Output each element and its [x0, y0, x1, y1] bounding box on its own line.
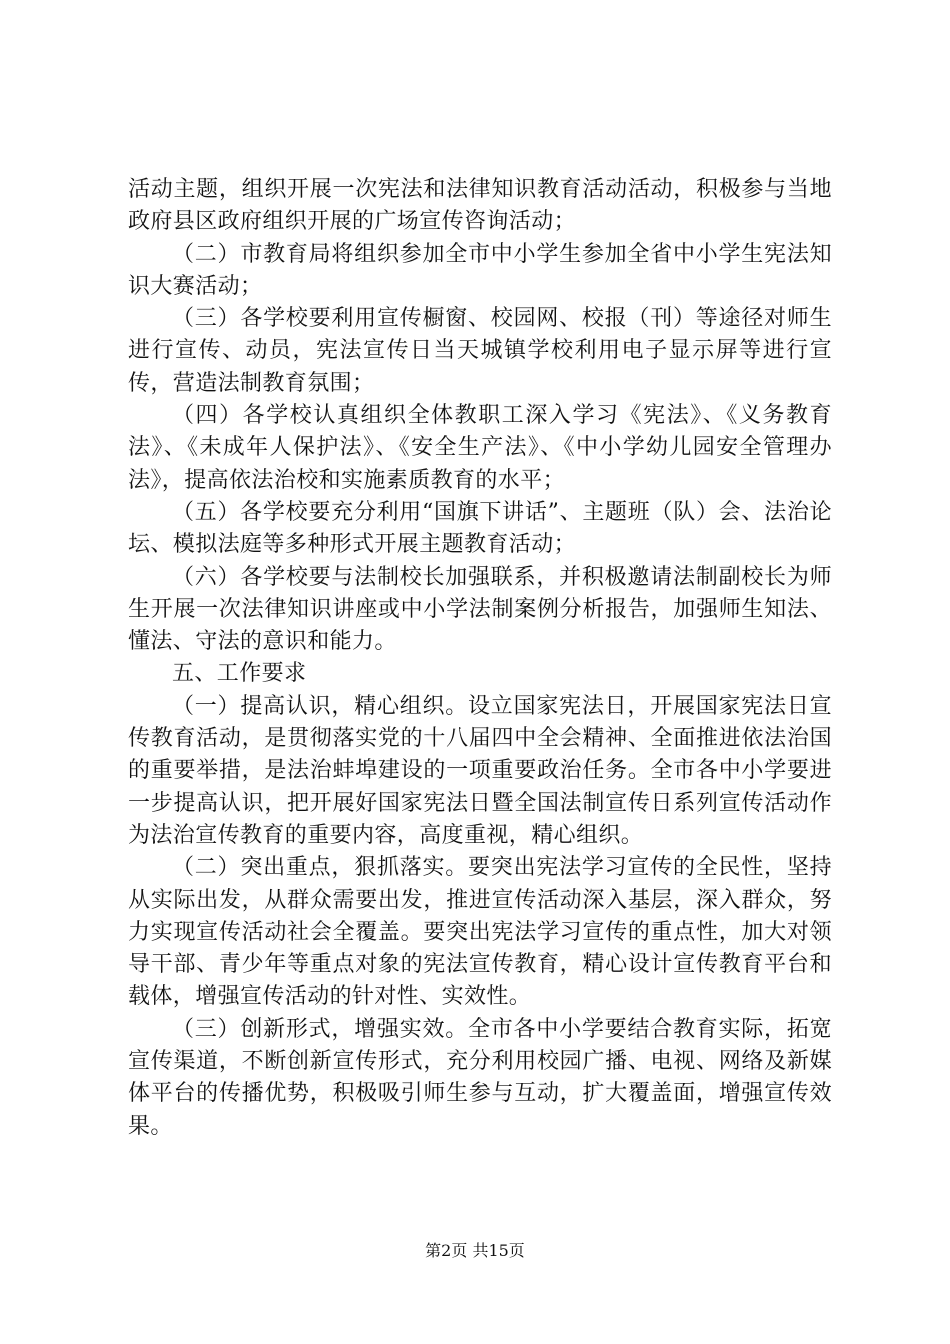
document-body [128, 174, 832, 1143]
paragraph-8: （二）突出重点，狠抓落实。要突出宪法学习宣传的全民性，坚持从实际出发，从群众需要出发，推进宣传活动深入基层，深入群众，努力实现宣传活动社会全覆盖。要突出宪法学习宣传的重点性，加大对领导干部、青少年等重点对象的宪法宣传教育，精心设计宣传教育平台和载体，增强宣传活动的针对性、实效性。 [128, 855, 832, 1010]
paragraph-6: （六）各学校要与法制校长加强联系，并积极邀请法制副校长为师生开展一次法律知识讲座或中小学法制案例分析报告，加强师生知法、懂法、守法的意识和能力。 [128, 564, 832, 655]
page-number-footer: 第2页 共15页 [425, 1241, 525, 1260]
paragraph-1: 活动主题，组织开展一次宪法和法律知识教育活动活动，积极参与当地政府县区政府组织开展的广场宣传咨询活动； [128, 177, 832, 235]
section-heading: 五、工作要求 [172, 661, 307, 687]
paragraph-9: （三）创新形式，增强实效。全市各中小学要结合教育实际，拓宽宣传渠道，不断创新宣传形式，充分利用校园广播、电视、网络及新媒体平台的传播优势，积极吸引师生参与互动，扩大覆盖面，增强宣传效果。 [128, 1016, 832, 1139]
paragraph-7: （一）提高认识，精心组织。设立国家宪法日，开展国家宪法日宣传教育活动，是贯彻落实党的十八届四中全会精神、全面推进依法治国的重要举措，是法治蚌埠建设的一项重要政治任务。全市各中小学要进一步提高认识，把开展好国家宪法日暨全国法制宣传日系列宣传活动作为法治宣传教育的重要内容，高度重视，精心组织。 [128, 693, 832, 848]
paragraph-2: （二）市教育局将组织参加全市中小学生参加全省中小学生宪法知识大赛活动； [128, 241, 832, 299]
paragraph-5: （五）各学校要充分利用“国旗下讲话”、主题班（队）会、法治论坛、模拟法庭等多种形式开展主题教育活动； [128, 499, 832, 558]
paragraph-4: （四）各学校认真组织全体教职工深入学习《宪法》、《义务教育法》、《未成年人保护法》、《安全生产法》、《中小学幼儿园安全管理办法》，提高依法治校和实施素质教育的水平； [128, 403, 832, 493]
paragraph-3: （三）各学校要利用宣传橱窗、校园网、校报（刊）等途径对师生进行宣传、动员，宪法宣传日当天城镇学校利用电子显示屏等进行宣传，营造法制教育氛围； [128, 306, 832, 396]
